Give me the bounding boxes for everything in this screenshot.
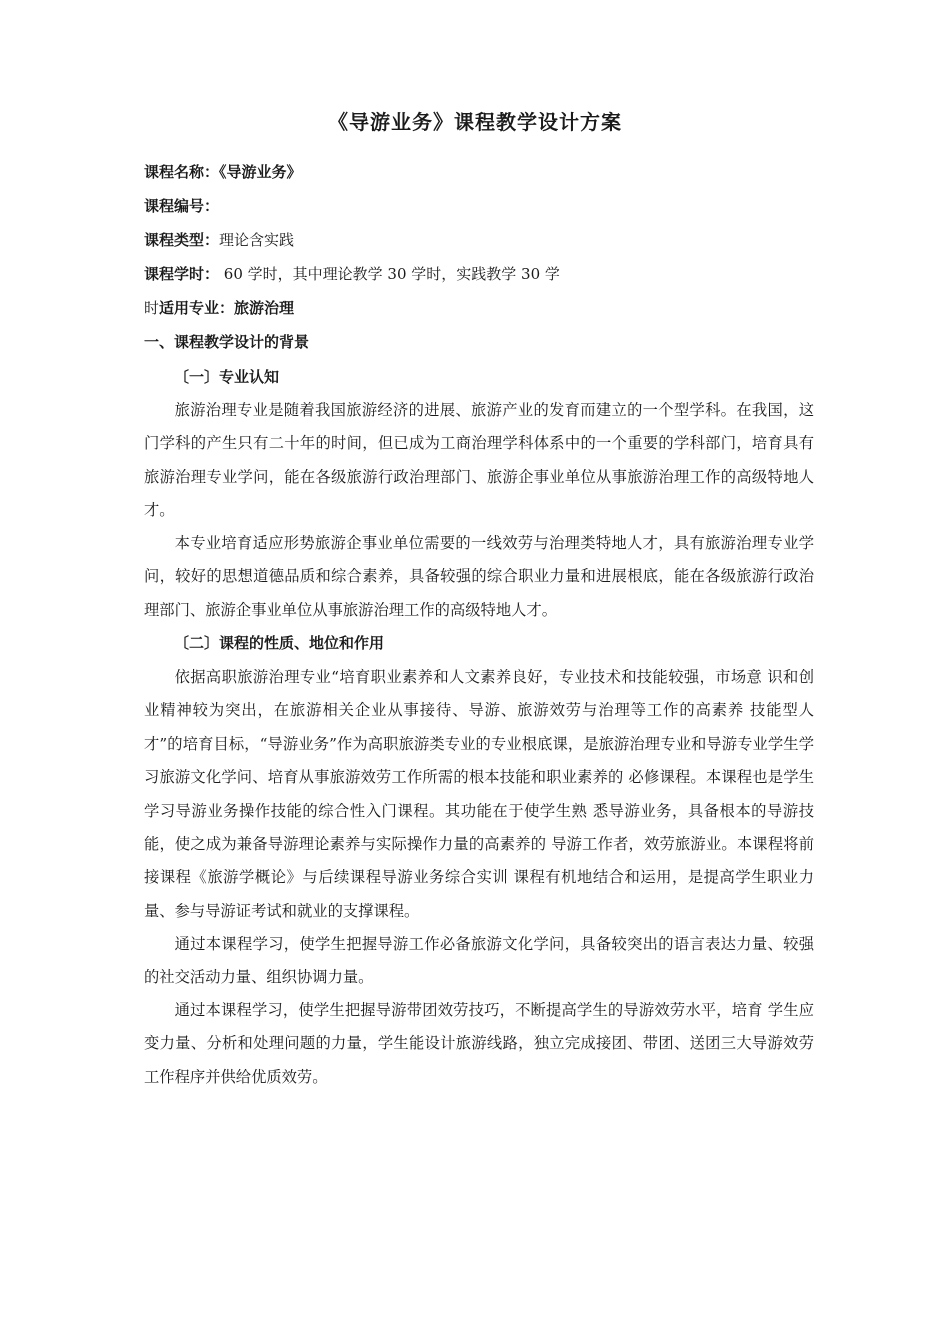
- course-type-value: 理论含实践: [219, 231, 295, 249]
- page-title: 《导游业务》课程教学设计方案: [328, 110, 622, 134]
- course-name-label: 课程名称：: [144, 163, 220, 181]
- paragraph: 通过本课程学习，使学生把握导游工作必备旅游文化学问，具备较突出的语言表达力量、较强的社交活动力量、组织协调力量。: [144, 935, 814, 987]
- course-hours-label: 课程学时：: [144, 265, 220, 283]
- major-value: 旅游治理: [234, 299, 295, 317]
- subsection-heading-course-nature: 〔二〕课程的性质、地位和作用: [174, 634, 385, 652]
- course-code-label: 课程编号：: [144, 197, 220, 215]
- paragraph: 依据高职旅游治理专业“培育职业素养和人文素养良好，专业技术和技能较强，市场意 识和创业精神较为突出，在旅游相关企业从事接待、导游、旅游效劳与治理等工作的高素养 技能型人才”的培育目标，“导游业务”作为高职旅游类专业的专业根底课，是旅游治理专业和导游专业学生学习旅游文化学问、培育从事旅游效劳工作所需的根本技能和职业素养的 必修课程。本课程也是学生学习导游业务操作技能的综合性入门课程。其功能在于使学生熟 悉导游业务，具备根本的导游技能，使之成为兼备导游理论素养与实际操作力量的高素养的 导游工作者，效劳旅游业。本课程将前接课程《旅游学概论》与后续课程导游业务综合实训 课程有机地结合和运用，是提高学生职业力量、参与导游证考试和就业的支撑课程。: [144, 668, 814, 920]
- major-line: [144, 298, 294, 318]
- major-label: 适用专业：: [159, 299, 235, 317]
- course-type-line: [144, 230, 294, 250]
- paragraph: 通过本课程学习，使学生把握导游带团效劳技巧，不断提高学生的导游效劳水平，培育 学生应变力量、分析和处理问题的力量，学生能设计旅游线路，独立完成接团、带团、送团三大导游效劳工作程序并供给优质效劳。: [144, 1001, 814, 1086]
- course-hours-tail: 时: [144, 299, 160, 317]
- course-code-line: [144, 196, 219, 216]
- course-hours-line: [144, 264, 560, 284]
- course-name-value: 《导游业务》: [219, 163, 302, 181]
- course-hours-value: 60 学时，其中理论教学 30 学时，实践教学 30 学: [219, 265, 560, 283]
- subsection-heading-professional-knowledge: 〔一〕专业认知: [174, 368, 280, 386]
- paragraph: 本专业培育适应形势旅游企事业单位需要的一线效劳与治理类特地人才，具有旅游治理专业学问，较好的思想道德品质和综合素养，具备较强的综合职业力量和进展根底，能在各级旅游行政治理部门、旅游企事业单位从事旅游治理工作的高级特地人才。: [144, 534, 814, 619]
- course-name-line: [144, 162, 302, 182]
- course-type-label: 课程类型：: [144, 231, 220, 249]
- section-heading-background: 一、课程教学设计的背景: [144, 333, 310, 351]
- paragraph: 旅游治理专业是随着我国旅游经济的进展、旅游产业的发育而建立的一个型学科。在我国，这门学科的产生只有二十年的时间，但已成为工商治理学科体系中的一个重要的学科部门，培育具有旅游治理专业学问，能在各级旅游行政治理部门、旅游企事业单位从事旅游治理工作的高级特地人才。: [144, 401, 814, 520]
